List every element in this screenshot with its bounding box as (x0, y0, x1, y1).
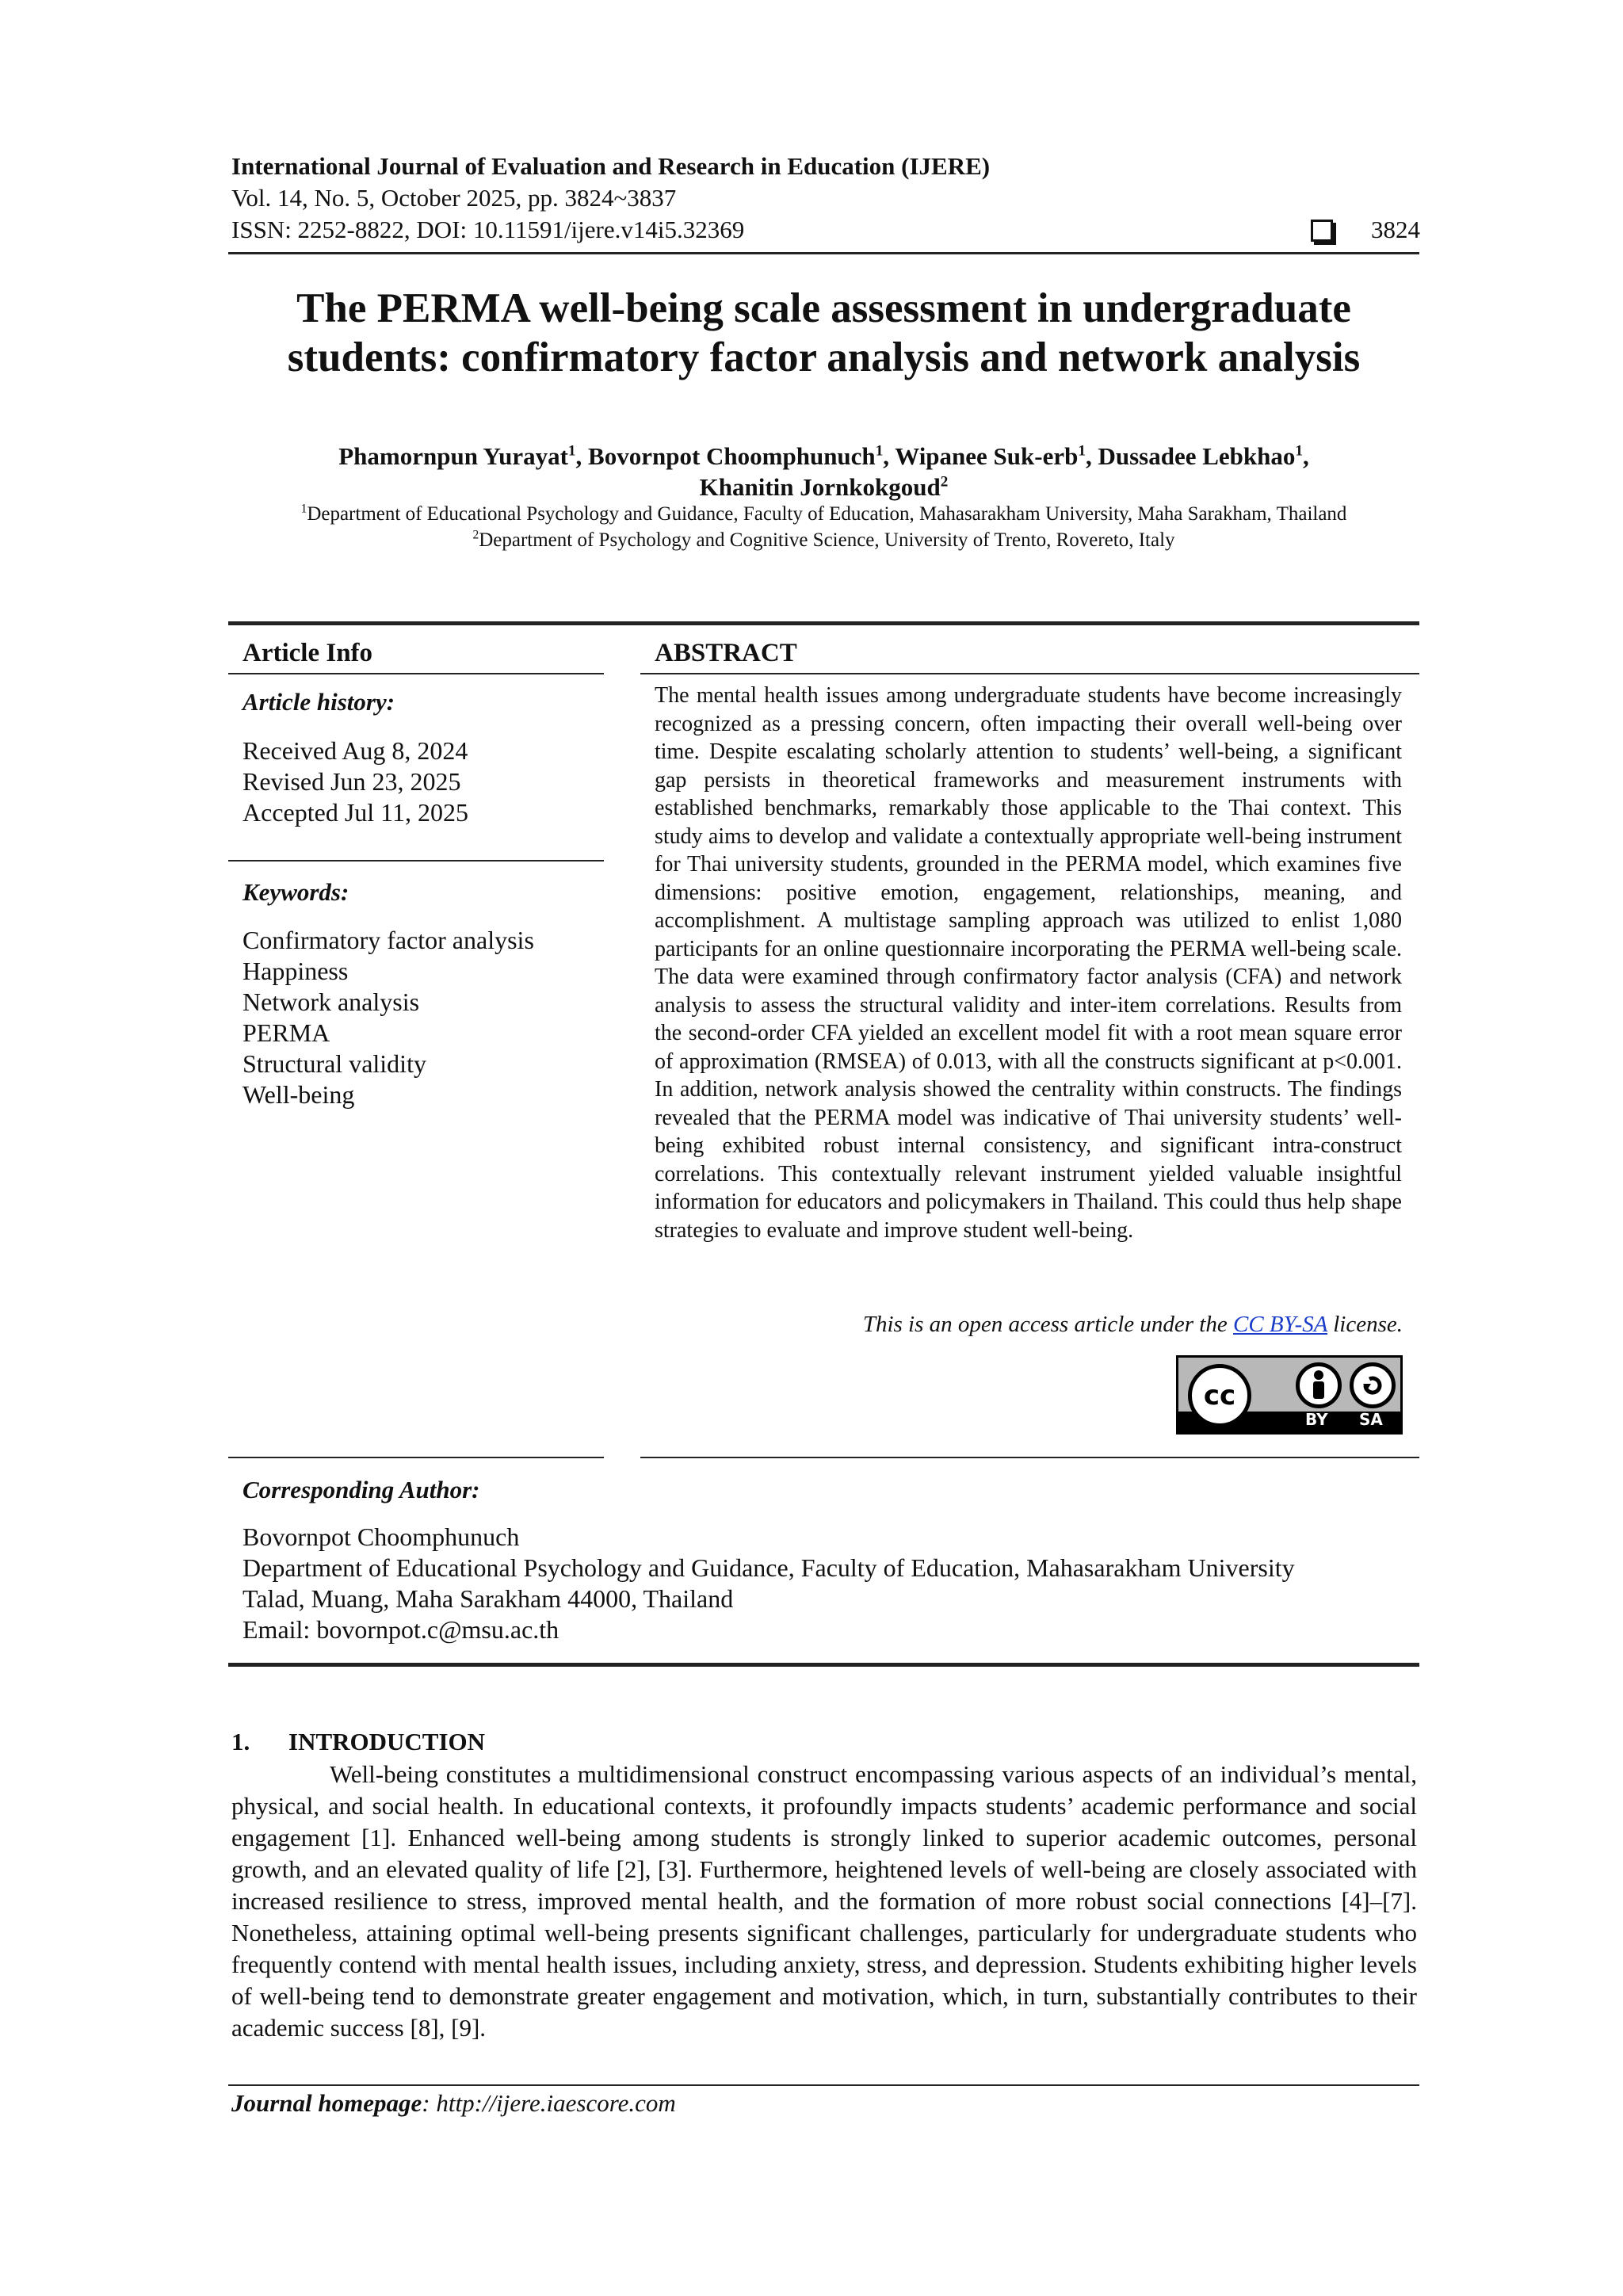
keywords-label: Keywords: (242, 878, 349, 906)
cc-by-sa-link[interactable]: CC BY-SA (1233, 1312, 1327, 1337)
author-name: Dussadee Lebkhao (1098, 442, 1296, 470)
author-affiliation-mark: 2 (940, 473, 949, 491)
affiliation-item (228, 501, 1419, 527)
license-prefix: This is an open access article under the (862, 1312, 1233, 1337)
info-top-rule (228, 621, 1419, 625)
badge-by-label: BY (1305, 1410, 1328, 1429)
corresponding-details (242, 1522, 1295, 1645)
abstract-rule (640, 673, 1419, 674)
homepage-label: Journal homepage (231, 2089, 422, 2117)
introduction-text: Well-being constitutes a multidimensional construct encompassing various aspects of an individual’s mental, physical, and social health. In educational contexts, it profoundly impacts students’ academic performance and social engagement [1]. Enhanced well-being among students is strongly linked to superior academic outcomes, personal growth, and an elevated quality of life [2], [3]. Furthermore, heightened levels of well-being are closely associated with increased resilience to stress, improved mental health, and the formation of more robust social connections [4]–[7]. Nonetheless, attaining optimal well-being presents significant challenges, particularly for undergraduate students who frequently contend with mental health issues, including anxiety, stress, and depression. Students exhibiting higher levels of well-being tend to demonstrate greater engagement and motivation, which, in turn, substantially contributes to their academic success [8], [9]. (231, 1760, 1417, 2042)
affiliation-item (228, 527, 1419, 553)
page-number-group (1311, 216, 1420, 244)
share-alike-glyph-icon (1358, 1371, 1387, 1400)
license-statement (863, 1312, 1403, 1338)
title-line-1: The PERMA well-being scale assessment in undergraduate (296, 285, 1351, 331)
square-bullet-icon (1311, 220, 1333, 242)
affiliation-number: 2 (472, 528, 479, 542)
introduction-heading (231, 1728, 485, 1756)
header-rule (228, 252, 1419, 254)
cc-icon: cc (1188, 1364, 1251, 1427)
author-affiliation-mark: 1 (1295, 442, 1304, 460)
history-revised: Revised Jun 23, 2025 (242, 767, 461, 796)
section-number: 1. (231, 1728, 250, 1755)
info-bottom-rule-right (640, 1457, 1419, 1458)
article-title (228, 284, 1419, 382)
abstract-text: The mental health issues among undergraduate students have become increasingly recognized as a pressing concern, often impacting their overall well-being over time. Despite escalating scholarly attention to students’ well-being, a significant gap persists in theoretical frameworks and measurement instruments with established benchmarks, remarkably those applicable to the Thai context. This study aims to develop and validate a contextually appropriate well-being instrument for Thai university students, grounded in the PERMA model, which examines five dimensions: positive emotion, engagement, relationships, meaning, and accomplishment. A multistage sampling approach was utilized to enlist 1,080 participants for an online questionnaire incorporating the PERMA well-being scale. The data were examined through confirmatory factor analysis (CFA) and network analysis to assess the structural validity and inter-item correlations. Results from the second-order CFA yielded an excellent model fit with a root mean square error of approximation (RMSEA) of 0.013, with all the constructs significant at p<0.001. In addition, network analysis showed the centrality within constructs. The findings revealed that the PERMA model was indicative of Thai university students’ well-being exhibited robust internal consistency, and significant intra-construct correlations. This contextually relevant instrument yielded valuable insightful information for educators and policymakers in Thailand. This could thus help shape strategies to evaluate and improve student well-being. (655, 683, 1402, 1243)
corresponding-email: Email: bovornpot.c@msu.ac.th (242, 1615, 559, 1644)
corresponding-rule (228, 1663, 1419, 1667)
author-affiliation-mark: 1 (875, 442, 884, 460)
journal-name: International Journal of Evaluation and Research in Education (IJERE) (231, 152, 991, 180)
journal-homepage: Journal homepage: http://ijere.iaescore.com (231, 2089, 676, 2117)
title-line-2: students: confirmatory factor analysis and network analysis (287, 334, 1361, 380)
person-glyph-icon (1307, 1370, 1331, 1401)
history-accepted: Accepted Jul 11, 2025 (242, 798, 468, 827)
keyword-item: Happiness (242, 957, 349, 985)
volume-info: Vol. 14, No. 5, October 2025, pp. 3824~3837 (231, 184, 677, 212)
corresponding-name: Bovornpot Choomphunuch (242, 1522, 520, 1551)
cc-by-sa-badge[interactable] (1176, 1355, 1403, 1435)
author-name: Bovornpot Choomphunuch (588, 442, 876, 470)
corresponding-address: Talad, Muang, Maha Sarakham 44000, Thailand (242, 1584, 734, 1613)
history-received: Received Aug 8, 2024 (242, 736, 468, 765)
keyword-item: Confirmatory factor analysis (242, 926, 534, 954)
share-alike-icon (1350, 1362, 1396, 1408)
abstract-heading: ABSTRACT (655, 639, 797, 667)
article-info-heading: Article Info (242, 639, 373, 667)
affiliation-text: Department of Psychology and Cognitive Science, University of Trento, Rovereto, Italy (479, 529, 1175, 551)
affiliation-number: 1 (300, 502, 307, 516)
section-title: INTRODUCTION (288, 1728, 486, 1755)
affiliation-list (228, 501, 1419, 553)
article-history-label: Article history: (242, 688, 395, 716)
affiliation-text: Department of Educational Psychology and Guidance, Faculty of Education, Mahasarakham University, Maha Sarakham, Thailand (307, 503, 1347, 525)
author-list: Phamornpun Yurayat$^1$, Bovornpot Choomphunuch$^1$, Wipanee Suk-erb$^1$, Dussadee Lebkhao$^1$, Khanitin Jornkokgoud$^2$ (338, 442, 1309, 501)
info-bottom-rule-left (228, 1457, 604, 1458)
history-rule (228, 860, 604, 861)
issn-doi: ISSN: 2252-8822, DOI: 10.11591/ijere.v14i5.32369 (231, 216, 745, 243)
keyword-item: Structural validity (242, 1049, 426, 1078)
corresponding-label: Corresponding Author: (242, 1476, 480, 1503)
keyword-item: Network analysis (242, 988, 420, 1016)
badge-sa-label: SA (1359, 1410, 1383, 1429)
corresponding-department: Department of Educational Psychology and Guidance, Faculty of Education, Mahasarakham University (242, 1553, 1295, 1582)
author-affiliation-mark: 1 (567, 442, 576, 460)
article-history-list (242, 735, 468, 828)
license-suffix: license. (1327, 1312, 1403, 1337)
article-info-rule (228, 673, 604, 674)
author-name: Wipanee Suk-erb (895, 442, 1079, 470)
keyword-item: Well-being (242, 1080, 355, 1109)
author-name: Khanitin Jornkokgoud (699, 473, 941, 501)
by-person-icon (1296, 1362, 1342, 1408)
homepage-url[interactable]: http://ijere.iaescore.com (436, 2089, 676, 2117)
footer-rule (228, 2084, 1419, 2086)
author-affiliation-mark: 1 (1078, 442, 1086, 460)
author-name: Phamornpun Yurayat (338, 442, 568, 470)
keyword-list (242, 925, 534, 1110)
page-number: 3824 (1371, 216, 1420, 243)
keyword-item: PERMA (242, 1018, 330, 1047)
